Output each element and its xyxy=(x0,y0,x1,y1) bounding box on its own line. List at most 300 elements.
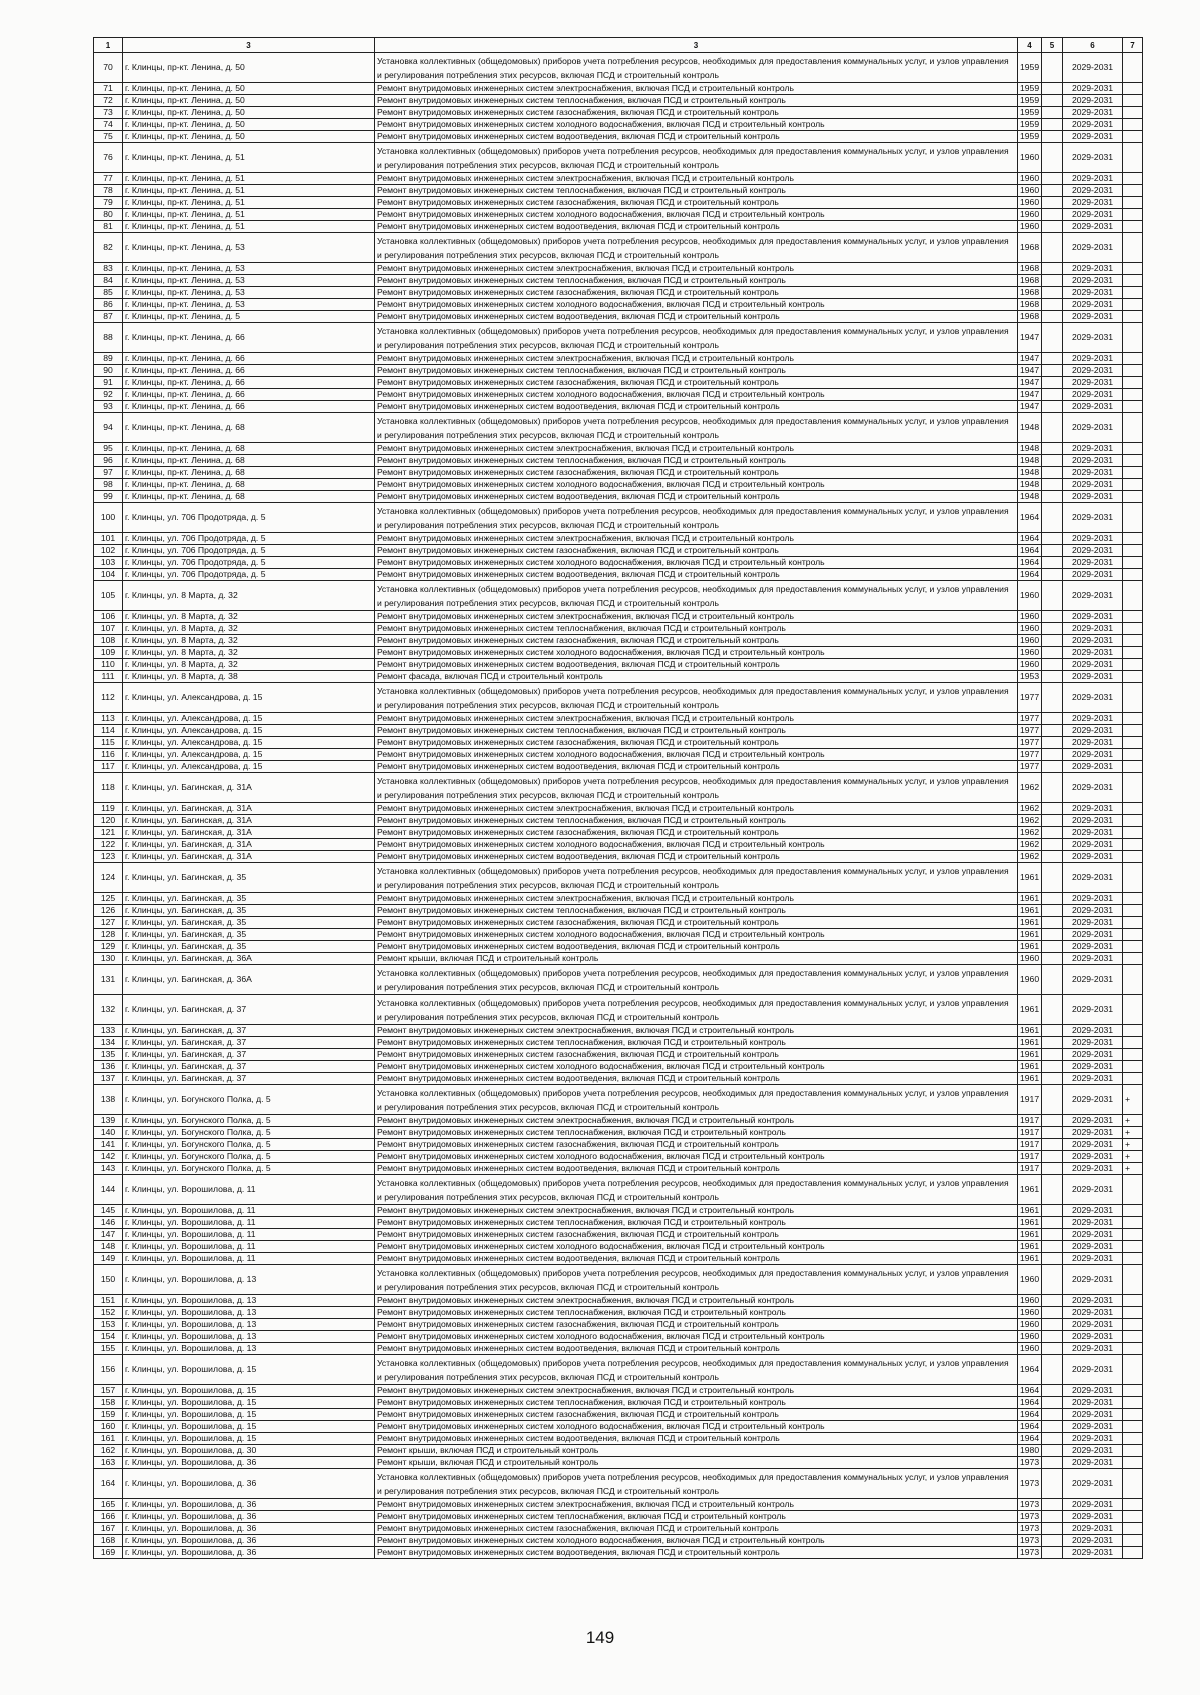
address-cell: г. Клинцы, пр-кт. Ленина, д. 50 xyxy=(123,119,375,131)
empty-cell xyxy=(1042,917,1063,929)
row-number-cell: 169 xyxy=(94,1547,123,1559)
year-cell: 1968 xyxy=(1018,275,1042,287)
empty-cell xyxy=(1042,1253,1063,1265)
empty-cell xyxy=(1042,713,1063,725)
address-cell: г. Клинцы, ул. Ворошилова, д. 36 xyxy=(123,1535,375,1547)
work-type-cell: Ремонт внутридомовых инженерных систем водоотведения, включая ПСД и строительный контроль xyxy=(375,569,1018,581)
empty-cell xyxy=(1042,503,1063,533)
period-cell: 2029-2031 xyxy=(1063,1205,1123,1217)
period-cell: 2029-2031 xyxy=(1063,1307,1123,1319)
year-cell: 1960 xyxy=(1018,209,1042,221)
table-row xyxy=(94,1421,1143,1433)
year-cell: 1948 xyxy=(1018,491,1042,503)
period-cell: 2029-2031 xyxy=(1063,545,1123,557)
address-cell: г. Клинцы, пр-кт. Ленина, д. 50 xyxy=(123,83,375,95)
year-cell: 1964 xyxy=(1018,1397,1042,1409)
empty-cell xyxy=(1042,1151,1063,1163)
mark-cell xyxy=(1123,683,1143,713)
empty-cell xyxy=(1042,803,1063,815)
empty-cell xyxy=(1042,1037,1063,1049)
row-number-cell: 97 xyxy=(94,467,123,479)
period-cell: 2029-2031 xyxy=(1063,1433,1123,1445)
period-cell: 2029-2031 xyxy=(1063,377,1123,389)
empty-cell xyxy=(1042,467,1063,479)
row-number-cell: 147 xyxy=(94,1229,123,1241)
work-type-cell: Ремонт внутридомовых инженерных систем теплоснабжения, включая ПСД и строительный контроль xyxy=(375,455,1018,467)
year-cell: 1968 xyxy=(1018,233,1042,263)
mark-cell xyxy=(1123,671,1143,683)
row-number-cell: 136 xyxy=(94,1061,123,1073)
empty-cell xyxy=(1042,569,1063,581)
empty-cell xyxy=(1042,323,1063,353)
empty-cell xyxy=(1042,635,1063,647)
mark-cell xyxy=(1123,1265,1143,1295)
empty-cell xyxy=(1042,119,1063,131)
mark-cell xyxy=(1123,263,1143,275)
empty-cell xyxy=(1042,311,1063,323)
mark-cell xyxy=(1123,965,1143,995)
address-cell: г. Клинцы, ул. Багинская, д. 37 xyxy=(123,1073,375,1085)
period-cell: 2029-2031 xyxy=(1063,1025,1123,1037)
work-type-cell: Ремонт внутридомовых инженерных систем водоотведения, включая ПСД и строительный контроль xyxy=(375,491,1018,503)
row-number-cell: 112 xyxy=(94,683,123,713)
empty-cell xyxy=(1042,299,1063,311)
year-cell: 1960 xyxy=(1018,647,1042,659)
period-cell: 2029-2031 xyxy=(1063,1295,1123,1307)
row-number-cell: 138 xyxy=(94,1085,123,1115)
address-cell: г. Клинцы, ул. Багинская, д. 37 xyxy=(123,1061,375,1073)
mark-cell xyxy=(1123,749,1143,761)
row-number-cell: 92 xyxy=(94,389,123,401)
table-row xyxy=(94,1295,1143,1307)
mark-cell xyxy=(1123,1025,1143,1037)
year-cell: 1961 xyxy=(1018,1241,1042,1253)
table-row xyxy=(94,683,1143,713)
mark-cell xyxy=(1123,995,1143,1025)
period-cell: 2029-2031 xyxy=(1063,311,1123,323)
mark-cell xyxy=(1123,491,1143,503)
address-cell: г. Клинцы, ул. 8 Марта, д. 32 xyxy=(123,659,375,671)
row-number-cell: 100 xyxy=(94,503,123,533)
work-type-cell: Ремонт внутридомовых инженерных систем холодного водоснабжения, включая ПСД и строительный контроль xyxy=(375,1421,1018,1433)
period-cell: 2029-2031 xyxy=(1063,533,1123,545)
mark-cell xyxy=(1123,815,1143,827)
header-col-3: 3 xyxy=(375,38,1018,53)
work-type-cell: Ремонт внутридомовых инженерных систем газоснабжения, включая ПСД и строительный контроль xyxy=(375,1139,1018,1151)
empty-cell xyxy=(1042,389,1063,401)
address-cell: г. Клинцы, ул. Александрова, д. 15 xyxy=(123,725,375,737)
address-cell: г. Клинцы, ул. Ворошилова, д. 13 xyxy=(123,1319,375,1331)
work-type-cell: Установка коллективных (общедомовых) приборов учета потребления ресурсов, необходимых для предоставления коммунальных услуг, и узлов управления и регулирования потребления этих ресурсов, включая ПСД и строительный контроль xyxy=(375,1265,1018,1295)
row-number-cell: 166 xyxy=(94,1511,123,1523)
year-cell: 1961 xyxy=(1018,863,1042,893)
row-number-cell: 101 xyxy=(94,533,123,545)
year-cell: 1960 xyxy=(1018,1307,1042,1319)
row-number-cell: 86 xyxy=(94,299,123,311)
work-type-cell: Ремонт внутридомовых инженерных систем холодного водоснабжения, включая ПСД и строительный контроль xyxy=(375,929,1018,941)
mark-cell xyxy=(1123,401,1143,413)
row-number-cell: 119 xyxy=(94,803,123,815)
year-cell: 1977 xyxy=(1018,683,1042,713)
header-col-1: 1 xyxy=(94,38,123,53)
work-type-cell: Установка коллективных (общедомовых) приборов учета потребления ресурсов, необходимых для предоставления коммунальных услуг, и узлов управления и регулирования потребления этих ресурсов, включая ПСД и строительный контроль xyxy=(375,323,1018,353)
year-cell: 1961 xyxy=(1018,905,1042,917)
period-cell: 2029-2031 xyxy=(1063,95,1123,107)
row-number-cell: 126 xyxy=(94,905,123,917)
mark-cell xyxy=(1123,1061,1143,1073)
period-cell: 2029-2031 xyxy=(1063,1421,1123,1433)
empty-cell xyxy=(1042,353,1063,365)
row-number-cell: 108 xyxy=(94,635,123,647)
empty-cell xyxy=(1042,1217,1063,1229)
year-cell: 1961 xyxy=(1018,917,1042,929)
address-cell: г. Клинцы, ул. 706 Продотряда, д. 5 xyxy=(123,545,375,557)
period-cell: 2029-2031 xyxy=(1063,623,1123,635)
mark-cell xyxy=(1123,557,1143,569)
period-cell: 2029-2031 xyxy=(1063,479,1123,491)
period-cell: 2029-2031 xyxy=(1063,467,1123,479)
table-row xyxy=(94,851,1143,863)
work-type-cell: Ремонт внутридомовых инженерных систем теплоснабжения, включая ПСД и строительный контроль xyxy=(375,725,1018,737)
row-number-cell: 143 xyxy=(94,1163,123,1175)
row-number-cell: 160 xyxy=(94,1421,123,1433)
year-cell: 1960 xyxy=(1018,1319,1042,1331)
year-cell: 1960 xyxy=(1018,611,1042,623)
period-cell: 2029-2031 xyxy=(1063,1049,1123,1061)
period-cell: 2029-2031 xyxy=(1063,275,1123,287)
row-number-cell: 121 xyxy=(94,827,123,839)
mark-cell xyxy=(1123,233,1143,263)
address-cell: г. Клинцы, ул. Ворошилова, д. 15 xyxy=(123,1421,375,1433)
table-row xyxy=(94,185,1143,197)
row-number-cell: 128 xyxy=(94,929,123,941)
address-cell: г. Клинцы, ул. Богунского Полка, д. 5 xyxy=(123,1151,375,1163)
period-cell: 2029-2031 xyxy=(1063,143,1123,173)
address-cell: г. Клинцы, ул. Ворошилова, д. 15 xyxy=(123,1433,375,1445)
work-type-cell: Установка коллективных (общедомовых) приборов учета потребления ресурсов, необходимых для предоставления коммунальных услуг, и узлов управления и регулирования потребления этих ресурсов, включая ПСД и строительный контроль xyxy=(375,683,1018,713)
row-number-cell: 93 xyxy=(94,401,123,413)
work-type-cell: Ремонт внутридомовых инженерных систем электроснабжения, включая ПСД и строительный контроль xyxy=(375,1205,1018,1217)
work-type-cell: Ремонт внутридомовых инженерных систем холодного водоснабжения, включая ПСД и строительный контроль xyxy=(375,647,1018,659)
year-cell: 1947 xyxy=(1018,377,1042,389)
table-row xyxy=(94,557,1143,569)
work-type-cell: Ремонт внутридомовых инженерных систем водоотведения, включая ПСД и строительный контроль xyxy=(375,1433,1018,1445)
empty-cell xyxy=(1042,851,1063,863)
mark-cell xyxy=(1123,287,1143,299)
mark-cell xyxy=(1123,737,1143,749)
year-cell: 1959 xyxy=(1018,95,1042,107)
mark-cell xyxy=(1123,119,1143,131)
header-col-4: 4 xyxy=(1018,38,1042,53)
mark-cell xyxy=(1123,209,1143,221)
work-type-cell: Установка коллективных (общедомовых) приборов учета потребления ресурсов, необходимых для предоставления коммунальных услуг, и узлов управления и регулирования потребления этих ресурсов, включая ПСД и строительный контроль xyxy=(375,863,1018,893)
table-row xyxy=(94,467,1143,479)
address-cell: г. Клинцы, ул. Ворошилова, д. 36 xyxy=(123,1523,375,1535)
row-number-cell: 77 xyxy=(94,173,123,185)
year-cell: 1917 xyxy=(1018,1115,1042,1127)
empty-cell xyxy=(1042,1355,1063,1385)
row-number-cell: 134 xyxy=(94,1037,123,1049)
mark-cell xyxy=(1123,443,1143,455)
period-cell: 2029-2031 xyxy=(1063,1409,1123,1421)
period-cell: 2029-2031 xyxy=(1063,749,1123,761)
empty-cell xyxy=(1042,905,1063,917)
address-cell: г. Клинцы, ул. Богунского Полка, д. 5 xyxy=(123,1139,375,1151)
work-type-cell: Ремонт внутридомовых инженерных систем газоснабжения, включая ПСД и строительный контроль xyxy=(375,635,1018,647)
work-type-cell: Ремонт внутридомовых инженерных систем теплоснабжения, включая ПСД и строительный контроль xyxy=(375,1307,1018,1319)
mark-cell xyxy=(1123,53,1143,83)
table-row xyxy=(94,311,1143,323)
mark-cell xyxy=(1123,1217,1143,1229)
row-number-cell: 74 xyxy=(94,119,123,131)
address-cell: г. Клинцы, ул. Ворошилова, д. 36 xyxy=(123,1511,375,1523)
year-cell: 1948 xyxy=(1018,467,1042,479)
year-cell: 1960 xyxy=(1018,965,1042,995)
period-cell: 2029-2031 xyxy=(1063,635,1123,647)
row-number-cell: 133 xyxy=(94,1025,123,1037)
table-row xyxy=(94,173,1143,185)
address-cell: г. Клинцы, пр-кт. Ленина, д. 66 xyxy=(123,401,375,413)
table-row xyxy=(94,1241,1143,1253)
empty-cell xyxy=(1042,173,1063,185)
table-row xyxy=(94,1115,1143,1127)
address-cell: г. Клинцы, ул. Богунского Полка, д. 5 xyxy=(123,1127,375,1139)
mark-cell xyxy=(1123,953,1143,965)
period-cell: 2029-2031 xyxy=(1063,1115,1123,1127)
table-row xyxy=(94,353,1143,365)
table-row xyxy=(94,107,1143,119)
row-number-cell: 167 xyxy=(94,1523,123,1535)
year-cell: 1960 xyxy=(1018,623,1042,635)
row-number-cell: 111 xyxy=(94,671,123,683)
table-header-row xyxy=(94,38,1143,53)
mark-cell xyxy=(1123,1523,1143,1535)
address-cell: г. Клинцы, пр-кт. Ленина, д. 5 xyxy=(123,311,375,323)
table-row xyxy=(94,581,1143,611)
empty-cell xyxy=(1042,839,1063,851)
row-number-cell: 71 xyxy=(94,83,123,95)
work-type-cell: Ремонт внутридомовых инженерных систем электроснабжения, включая ПСД и строительный контроль xyxy=(375,1499,1018,1511)
period-cell: 2029-2031 xyxy=(1063,671,1123,683)
empty-cell xyxy=(1042,1115,1063,1127)
work-type-cell: Ремонт внутридомовых инженерных систем водоотведения, включая ПСД и строительный контроль xyxy=(375,401,1018,413)
year-cell: 1977 xyxy=(1018,737,1042,749)
empty-cell xyxy=(1042,443,1063,455)
table-row xyxy=(94,1331,1143,1343)
row-number-cell: 149 xyxy=(94,1253,123,1265)
period-cell: 2029-2031 xyxy=(1063,1037,1123,1049)
mark-cell xyxy=(1123,1355,1143,1385)
period-cell: 2029-2031 xyxy=(1063,455,1123,467)
address-cell: г. Клинцы, ул. Багинская, д. 37 xyxy=(123,995,375,1025)
mark-cell xyxy=(1123,581,1143,611)
row-number-cell: 84 xyxy=(94,275,123,287)
mark-cell xyxy=(1123,83,1143,95)
empty-cell xyxy=(1042,1139,1063,1151)
work-type-cell: Ремонт внутридомовых инженерных систем холодного водоснабжения, включая ПСД и строительный контроль xyxy=(375,749,1018,761)
address-cell: г. Клинцы, ул. 706 Продотряда, д. 5 xyxy=(123,533,375,545)
row-number-cell: 99 xyxy=(94,491,123,503)
work-type-cell: Ремонт фасада, включая ПСД и строительный контроль xyxy=(375,671,1018,683)
work-type-cell: Ремонт крыши, включая ПСД и строительный контроль xyxy=(375,1457,1018,1469)
empty-cell xyxy=(1042,1445,1063,1457)
table-body xyxy=(94,53,1143,1559)
period-cell: 2029-2031 xyxy=(1063,1523,1123,1535)
address-cell: г. Клинцы, ул. 8 Марта, д. 32 xyxy=(123,623,375,635)
address-cell: г. Клинцы, ул. Ворошилова, д. 15 xyxy=(123,1385,375,1397)
table-row xyxy=(94,1073,1143,1085)
work-type-cell: Установка коллективных (общедомовых) приборов учета потребления ресурсов, необходимых для предоставления коммунальных услуг, и узлов управления и регулирования потребления этих ресурсов, включая ПСД и строительный контроль xyxy=(375,773,1018,803)
row-number-cell: 120 xyxy=(94,815,123,827)
empty-cell xyxy=(1042,401,1063,413)
work-type-cell: Ремонт внутридомовых инженерных систем теплоснабжения, включая ПСД и строительный контроль xyxy=(375,1127,1018,1139)
period-cell: 2029-2031 xyxy=(1063,503,1123,533)
address-cell: г. Клинцы, пр-кт. Ленина, д. 66 xyxy=(123,365,375,377)
work-type-cell: Ремонт внутридомовых инженерных систем теплоснабжения, включая ПСД и строительный контроль xyxy=(375,905,1018,917)
period-cell: 2029-2031 xyxy=(1063,233,1123,263)
address-cell: г. Клинцы, пр-кт. Ленина, д. 53 xyxy=(123,299,375,311)
work-type-cell: Ремонт внутридомовых инженерных систем теплоснабжения, включая ПСД и строительный контроль xyxy=(375,275,1018,287)
period-cell: 2029-2031 xyxy=(1063,773,1123,803)
table-row xyxy=(94,671,1143,683)
address-cell: г. Клинцы, ул. Багинская, д. 31А xyxy=(123,803,375,815)
table-row xyxy=(94,1085,1143,1115)
work-type-cell: Ремонт внутридомовых инженерных систем холодного водоснабжения, включая ПСД и строительный контроль xyxy=(375,479,1018,491)
work-type-cell: Установка коллективных (общедомовых) приборов учета потребления ресурсов, необходимых для предоставления коммунальных услуг, и узлов управления и регулирования потребления этих ресурсов, включая ПСД и строительный контроль xyxy=(375,1085,1018,1115)
empty-cell xyxy=(1042,749,1063,761)
year-cell: 1968 xyxy=(1018,287,1042,299)
row-number-cell: 127 xyxy=(94,917,123,929)
address-cell: г. Клинцы, ул. Александрова, д. 15 xyxy=(123,737,375,749)
mark-cell xyxy=(1123,299,1143,311)
table-row xyxy=(94,905,1143,917)
table-row xyxy=(94,965,1143,995)
empty-cell xyxy=(1042,929,1063,941)
period-cell: 2029-2031 xyxy=(1063,443,1123,455)
row-number-cell: 141 xyxy=(94,1139,123,1151)
mark-cell xyxy=(1123,1547,1143,1559)
period-cell: 2029-2031 xyxy=(1063,353,1123,365)
table-row xyxy=(94,209,1143,221)
period-cell: 2029-2031 xyxy=(1063,83,1123,95)
row-number-cell: 103 xyxy=(94,557,123,569)
repair-plan-table xyxy=(93,37,1143,1559)
mark-cell xyxy=(1123,917,1143,929)
year-cell: 1973 xyxy=(1018,1523,1042,1535)
empty-cell xyxy=(1042,1319,1063,1331)
year-cell: 1917 xyxy=(1018,1127,1042,1139)
period-cell: 2029-2031 xyxy=(1063,1175,1123,1205)
row-number-cell: 150 xyxy=(94,1265,123,1295)
empty-cell xyxy=(1042,95,1063,107)
period-cell: 2029-2031 xyxy=(1063,365,1123,377)
empty-cell xyxy=(1042,263,1063,275)
row-number-cell: 154 xyxy=(94,1331,123,1343)
period-cell: 2029-2031 xyxy=(1063,1511,1123,1523)
period-cell: 2029-2031 xyxy=(1063,323,1123,353)
address-cell: г. Клинцы, пр-кт. Ленина, д. 68 xyxy=(123,467,375,479)
header-col-6: 6 xyxy=(1063,38,1123,53)
table-row xyxy=(94,1385,1143,1397)
row-number-cell: 131 xyxy=(94,965,123,995)
mark-cell xyxy=(1123,827,1143,839)
period-cell: 2029-2031 xyxy=(1063,713,1123,725)
year-cell: 1961 xyxy=(1018,1025,1042,1037)
row-number-cell: 98 xyxy=(94,479,123,491)
work-type-cell: Ремонт внутридомовых инженерных систем газоснабжения, включая ПСД и строительный контроль xyxy=(375,1523,1018,1535)
work-type-cell: Ремонт внутридомовых инженерных систем электроснабжения, включая ПСД и строительный контроль xyxy=(375,1025,1018,1037)
mark-cell xyxy=(1123,1229,1143,1241)
address-cell: г. Клинцы, ул. Ворошилова, д. 13 xyxy=(123,1331,375,1343)
empty-cell xyxy=(1042,365,1063,377)
period-cell: 2029-2031 xyxy=(1063,815,1123,827)
empty-cell xyxy=(1042,1229,1063,1241)
period-cell: 2029-2031 xyxy=(1063,995,1123,1025)
empty-cell xyxy=(1042,1421,1063,1433)
address-cell: г. Клинцы, ул. Богунского Полка, д. 5 xyxy=(123,1085,375,1115)
work-type-cell: Ремонт внутридомовых инженерных систем электроснабжения, включая ПСД и строительный контроль xyxy=(375,173,1018,185)
work-type-cell: Ремонт внутридомовых инженерных систем холодного водоснабжения, включая ПСД и строительный контроль xyxy=(375,839,1018,851)
table-row xyxy=(94,545,1143,557)
address-cell: г. Клинцы, пр-кт. Ленина, д. 53 xyxy=(123,275,375,287)
table-row xyxy=(94,569,1143,581)
mark-cell xyxy=(1123,413,1143,443)
table-row xyxy=(94,1523,1143,1535)
address-cell: г. Клинцы, ул. Багинская, д. 35 xyxy=(123,941,375,953)
table-row xyxy=(94,941,1143,953)
table-row xyxy=(94,1217,1143,1229)
year-cell: 1964 xyxy=(1018,1355,1042,1385)
mark-cell xyxy=(1123,647,1143,659)
work-type-cell: Ремонт внутридомовых инженерных систем холодного водоснабжения, включая ПСД и строительный контроль xyxy=(375,1151,1018,1163)
empty-cell xyxy=(1042,1025,1063,1037)
address-cell: г. Клинцы, пр-кт. Ленина, д. 51 xyxy=(123,173,375,185)
address-cell: г. Клинцы, ул. Багинская, д. 31А xyxy=(123,815,375,827)
period-cell: 2029-2031 xyxy=(1063,1151,1123,1163)
empty-cell xyxy=(1042,1307,1063,1319)
work-type-cell: Установка коллективных (общедомовых) приборов учета потребления ресурсов, необходимых для предоставления коммунальных услуг, и узлов управления и регулирования потребления этих ресурсов, включая ПСД и строительный контроль xyxy=(375,965,1018,995)
empty-cell xyxy=(1042,647,1063,659)
year-cell: 1960 xyxy=(1018,953,1042,965)
work-type-cell: Ремонт внутридомовых инженерных систем теплоснабжения, включая ПСД и строительный контроль xyxy=(375,815,1018,827)
row-number-cell: 106 xyxy=(94,611,123,623)
table-row xyxy=(94,623,1143,635)
row-number-cell: 159 xyxy=(94,1409,123,1421)
mark-cell xyxy=(1123,143,1143,173)
year-cell: 1961 xyxy=(1018,1175,1042,1205)
mark-cell xyxy=(1123,773,1143,803)
empty-cell xyxy=(1042,611,1063,623)
address-cell: г. Клинцы, ул. Ворошилова, д. 11 xyxy=(123,1253,375,1265)
row-number-cell: 107 xyxy=(94,623,123,635)
year-cell: 1964 xyxy=(1018,503,1042,533)
empty-cell xyxy=(1042,1469,1063,1499)
year-cell: 1977 xyxy=(1018,725,1042,737)
empty-cell xyxy=(1042,941,1063,953)
year-cell: 1961 xyxy=(1018,1205,1042,1217)
table-row xyxy=(94,1061,1143,1073)
table-row xyxy=(94,443,1143,455)
row-number-cell: 146 xyxy=(94,1217,123,1229)
mark-cell xyxy=(1123,1037,1143,1049)
row-number-cell: 91 xyxy=(94,377,123,389)
year-cell: 1964 xyxy=(1018,1433,1042,1445)
work-type-cell: Ремонт внутридомовых инженерных систем электроснабжения, включая ПСД и строительный контроль xyxy=(375,1115,1018,1127)
row-number-cell: 80 xyxy=(94,209,123,221)
row-number-cell: 152 xyxy=(94,1307,123,1319)
mark-cell xyxy=(1123,1511,1143,1523)
address-cell: г. Клинцы, ул. Багинская, д. 35 xyxy=(123,905,375,917)
